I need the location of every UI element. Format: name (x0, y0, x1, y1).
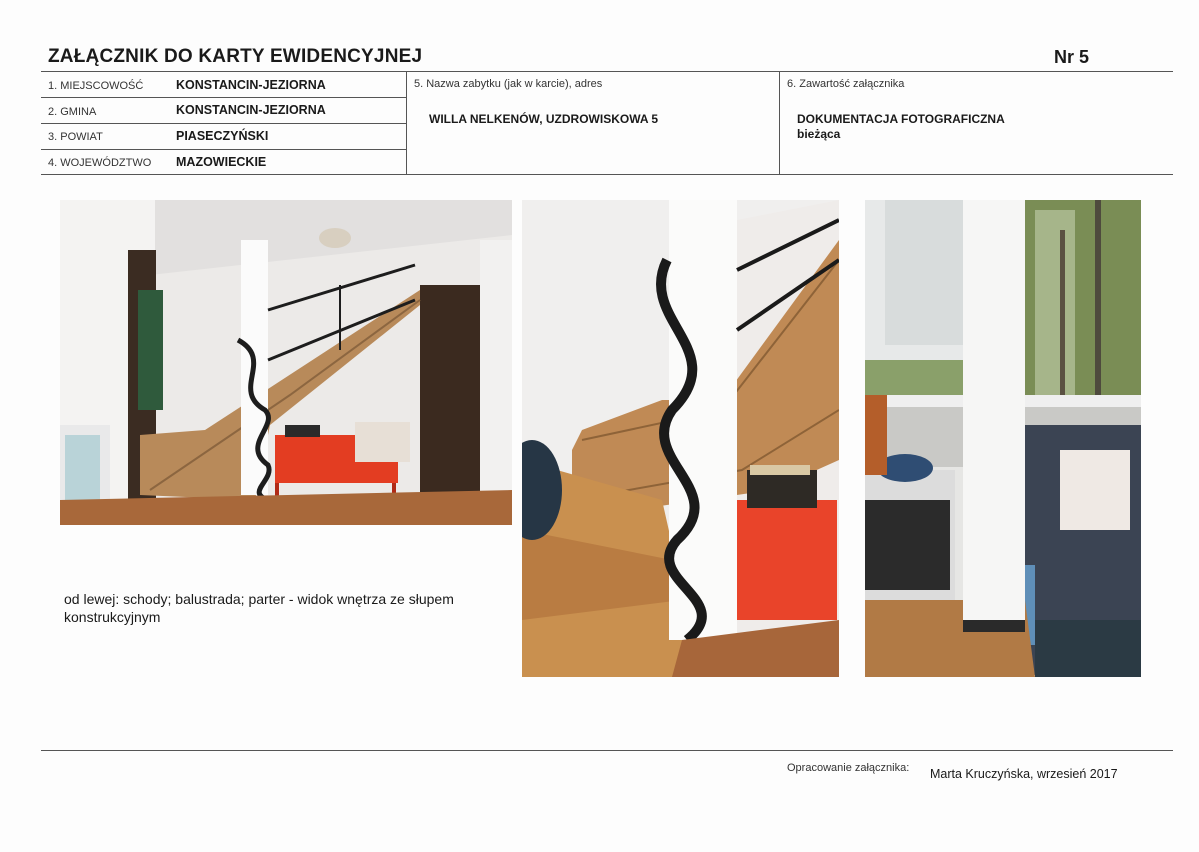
contents-value: DOKUMENTACJA FOTOGRAFICZNA (797, 112, 1005, 126)
monument-label: 5. Nazwa zabytku (jak w karcie), adres (414, 78, 603, 90)
photo-caption: od lewej: schody; balustrada; parter - widok wnętrza ze słupem konstrukcyjnym (64, 591, 454, 625)
contents-label: 6. Zawartość załącznika (787, 78, 905, 90)
county-label: 3. POWIAT (48, 131, 103, 143)
contents-subvalue: bieżąca (797, 127, 841, 141)
commune-label: 2. GMINA (48, 106, 97, 118)
photo-balustrade (522, 200, 839, 677)
table-column-divider (406, 71, 407, 174)
monument-value: WILLA NELKENÓW, UZDROWISKOWA 5 (429, 112, 659, 126)
prepared-by-label: Opracowanie załącznika: (787, 762, 910, 774)
location-label: 1. MIEJSCOWOŚĆ (48, 80, 144, 92)
table-row-rule (41, 123, 406, 124)
prepared-by-value: Marta Kruczyńska, wrzesień 2017 (930, 767, 1118, 781)
footer-rule (41, 750, 1173, 751)
photo-staircase (60, 200, 512, 525)
voivodeship-label: 4. WOJEWÓDZTWO (48, 157, 152, 169)
commune-value: KONSTANCIN-JEZIORNA (176, 103, 326, 117)
table-row-rule (41, 149, 406, 150)
table-row-rule (41, 97, 406, 98)
attachment-number: Nr 5 (1054, 47, 1090, 67)
voivodeship-value: MAZOWIECKIE (176, 155, 267, 169)
table-column-divider (779, 71, 780, 174)
photo-interior-column (865, 200, 1141, 677)
document-title: ZAŁĄCZNIK DO KARTY EWIDENCYJNEJ (48, 46, 423, 67)
location-value: KONSTANCIN-JEZIORNA (176, 78, 326, 92)
table-top-rule (41, 71, 1173, 72)
table-bottom-rule (41, 174, 1173, 175)
county-value: PIASECZYŃSKI (176, 129, 269, 143)
